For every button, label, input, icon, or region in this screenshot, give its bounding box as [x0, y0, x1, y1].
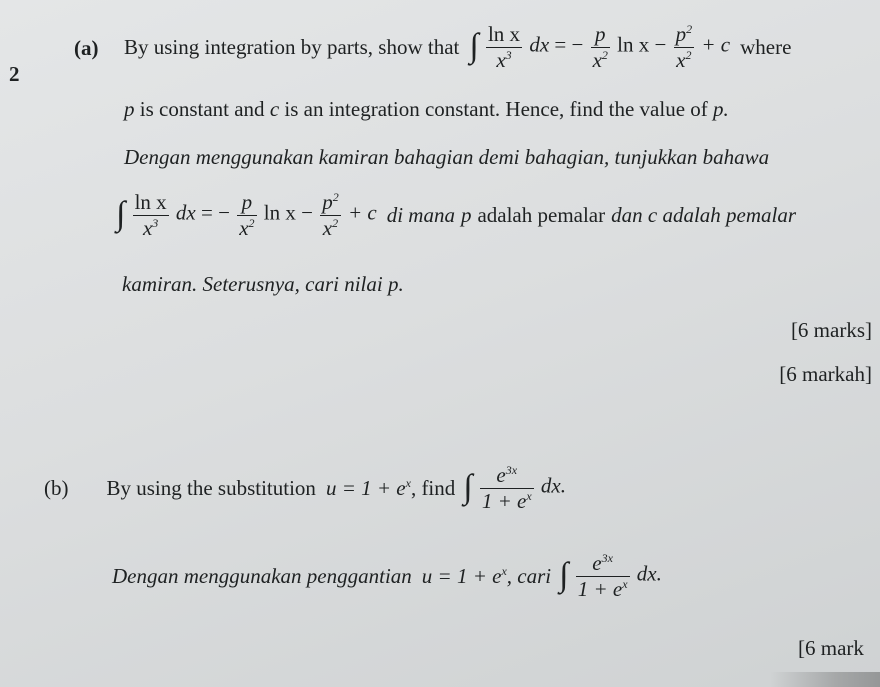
part-a-after-en: where [740, 34, 792, 59]
part-a-marks-en: [6 marks] [790, 318, 872, 342]
part-a-label: (a) [74, 36, 99, 60]
part-b-label: (b) [44, 475, 69, 500]
part-a-ms-line1: Dengan menggunakan kamiran bahagian demi bahagian, tunjukkan bahawa [124, 145, 770, 169]
part-a-marks-ms: [6 markah] [779, 362, 872, 386]
integral-sign: ∫ [559, 557, 569, 594]
part-a-formula-en: ∫ $\frac{\text{ln x}}{x^3}$ dx = − $\frac{p}{x^2}$ ln x − $\frac{p^2}{x^2}$ + c [469, 22, 731, 72]
part-a-en-line1 [124, 22, 791, 72]
integral-sign: ∫ [116, 196, 126, 233]
integral-sign: ∫ [469, 28, 479, 65]
fraction-e3x-over-1plusex: $\frac{e^{3x}}{1 + e^x}$ [577, 551, 628, 601]
fraction-lnx-over-x3: $\frac{\text{ln x}}{x^3}$ [487, 22, 521, 72]
fraction-p-over-x2: $\frac{p}{x^2}$ [239, 190, 255, 240]
fraction-lnx-over-x3: $\frac{\text{ln x}}{x^3}$ [134, 190, 167, 240]
page-edge-shadow [770, 672, 880, 687]
part-a-ms-line2: ∫ $\frac{\text{ln x}}{x^3}$ dx = − $\frac{p}{x^2}$ ln x − $\frac{p^2}{x^2}$ + c di mana p adalah pemalar dan c adalah pemalar [116, 190, 797, 240]
part-b-formula-ms: ∫ $\frac{e^{3x}}{1 + e^x}$ dx. [559, 551, 662, 601]
part-b-en-line: (b) By using the substitution $u = 1 + e^x$ , find ∫ $\frac{e^{3x}}{1 + e^x}$ dx. [44, 463, 566, 513]
fraction-p-over-x2: $\frac{p}{x^2}$ [592, 22, 608, 72]
part-b-formula-en: ∫ $\frac{e^{3x}}{1 + e^x}$ dx. [463, 463, 566, 513]
part-b-marks: [6 mark [798, 636, 864, 660]
part-a-ms-line3: kamiran. Seterusnya, cari nilai p. [122, 272, 404, 296]
fraction-p2-over-x2: $\frac{p^2}{x^2}$ [675, 22, 693, 72]
question-number: 2 [9, 62, 20, 86]
part-a-en-line2: p is constant and c is an integration constant. Hence, find the value of p. [124, 97, 729, 121]
part-a-formula-ms: ∫ $\frac{\text{ln x}}{x^3}$ dx = − $\frac{p}{x^2}$ ln x − $\frac{p^2}{x^2}$ + c [116, 190, 377, 240]
part-b-ms-line: Dengan menggunakan penggantian $u = 1 + e^x$ , cari ∫ $\frac{e^{3x}}{1 + e^x}$ dx. [112, 551, 662, 601]
part-a-intro-en: By using integration by parts, show that [124, 34, 460, 59]
fraction-e3x-over-1plusex: $\frac{e^{3x}}{1 + e^x}$ [481, 463, 532, 513]
integral-sign: ∫ [463, 469, 473, 506]
fraction-p2-over-x2: $\frac{p^2}{x^2}$ [322, 190, 339, 240]
